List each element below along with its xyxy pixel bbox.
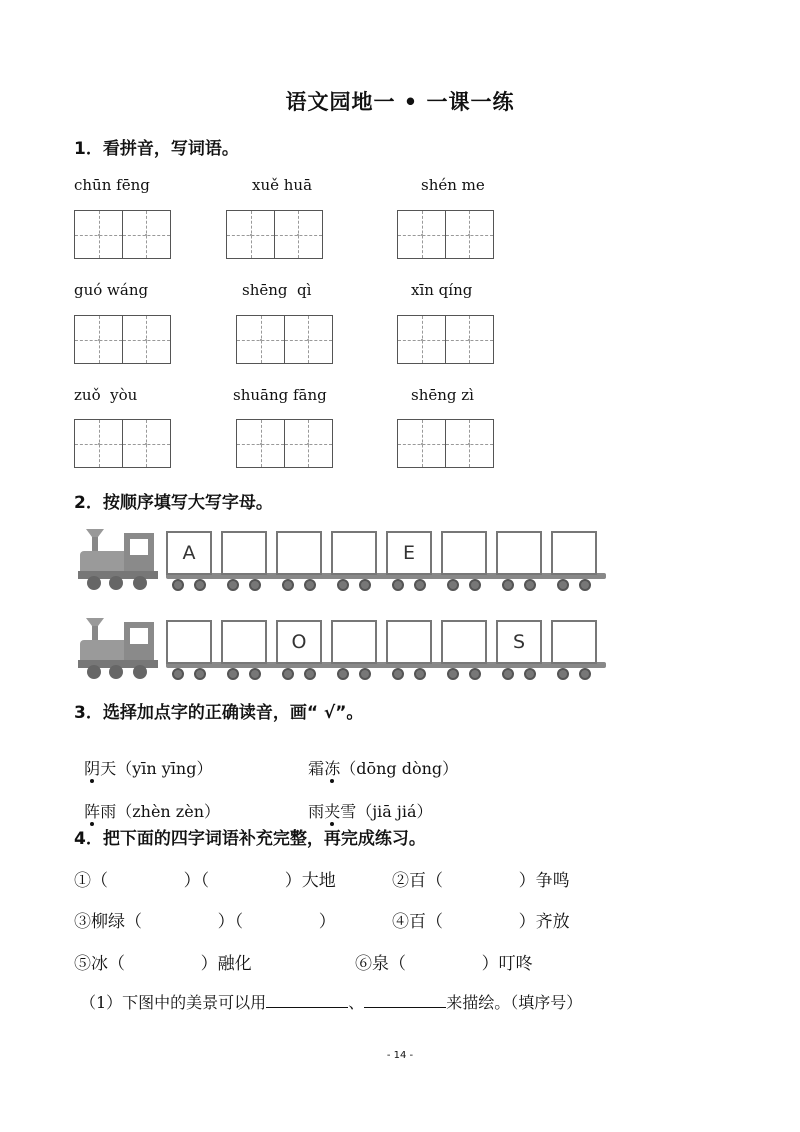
writing-grid[interactable] [74,419,169,468]
pinyin-row-1 [0,176,800,200]
pinyin-label: shén me [421,176,485,194]
letter-car[interactable] [221,531,267,575]
idiom-fill-5[interactable]: ⑤冰（ ）融化 [74,954,252,974]
writing-grid[interactable] [74,315,169,364]
wheel-icon [524,668,536,680]
dotted-char: 冻 [324,759,341,778]
wheel-icon [447,579,459,591]
letter-car[interactable] [331,531,377,575]
pinyin-label: xuě huā [252,176,313,194]
wheel-icon [227,668,239,680]
letter-car[interactable] [166,620,212,664]
letter-car[interactable] [441,531,487,575]
pinyin-label: xīn qíng [411,281,473,299]
word-rest: 雪 [340,802,357,821]
writing-grid[interactable] [74,210,169,259]
word-rest: 雨 [100,802,117,821]
idiom-fill-1[interactable]: ①（ ）（ ）大地 [74,871,336,891]
wheel-icon [337,668,349,680]
pinyin-label: shuāng fāng [233,386,327,404]
wheel-icon [194,579,206,591]
wheel-icon [172,668,184,680]
wheel-icon [579,668,591,680]
pinyin-row-2 [0,281,800,305]
writing-grid[interactable] [236,419,331,468]
idiom-fill-2[interactable]: ②百（ ）争鸣 [392,871,570,891]
q4-heading: 4．把下面的四字词语补充完整，再完成练习。 [74,829,426,849]
train-1 [78,525,618,593]
wheel-icon [227,579,239,591]
wheel-icon [557,668,569,680]
wheel-icon [524,579,536,591]
wheel-icon [557,579,569,591]
q3-heading: 3．选择加点字的正确读音，画“ √”。 [74,703,364,723]
wheel-icon [304,579,316,591]
writing-grid[interactable] [397,315,492,364]
letter-car[interactable]: E [386,531,432,575]
wheel-icon [502,579,514,591]
pinyin-options: （yīn yīng） [116,759,213,778]
pinyin-label: zuǒ yòu [74,386,138,404]
wheel-icon [194,668,206,680]
locomotive-icon [78,525,168,593]
letter-car[interactable] [386,620,432,664]
wheel-icon [249,668,261,680]
dotted-char: 夹 [324,802,341,821]
letter-car[interactable]: S [496,620,542,664]
answer-blank[interactable] [266,991,348,1008]
wheel-icon [282,579,294,591]
reading-choice[interactable] [74,780,220,822]
pinyin-label: guó wáng [74,281,149,299]
idiom-fill-3[interactable]: ③柳绿（ ）（ ） [74,912,336,932]
idiom-fill-6[interactable]: ⑥泉（ ）叮咚 [355,954,533,974]
q1-heading: 1．看拼音，写词语。 [74,139,239,159]
wheel-icon [304,668,316,680]
wheel-icon [249,579,261,591]
writing-grid[interactable] [397,419,492,468]
wheel-icon [447,668,459,680]
letter-car[interactable] [276,531,322,575]
wheel-icon [579,579,591,591]
wheel-icon [502,668,514,680]
pinyin-row-3 [0,386,800,410]
train-2 [78,614,618,682]
letter-car[interactable]: A [166,531,212,575]
wheel-icon [359,668,371,680]
pinyin-label: shēng zì [411,386,474,404]
word-prefix: 雨 [308,802,325,821]
locomotive-icon [78,614,168,682]
wheel-icon [337,579,349,591]
wheel-icon [414,579,426,591]
letter-car[interactable] [496,531,542,575]
letter-car[interactable] [551,531,597,575]
wheel-icon [392,579,404,591]
wheel-icon [414,668,426,680]
wheel-icon [469,579,481,591]
pinyin-options: （zhèn zèn） [116,802,221,821]
wheel-icon [359,579,371,591]
page-title: 语文园地一 • 一课一练 [285,90,515,114]
sub-question-suffix: 来描绘。（填序号） [446,993,583,1012]
pinyin-label: shēng qì [242,281,312,299]
letter-car[interactable] [221,620,267,664]
pinyin-label: chūn fēng [74,176,150,194]
q2-heading: 2．按顺序填写大写字母。 [74,493,273,513]
answer-blank[interactable] [364,991,446,1008]
letter-car[interactable]: O [276,620,322,664]
page-number: - 14 - [386,1050,414,1061]
letter-car[interactable] [441,620,487,664]
wheel-icon [392,668,404,680]
pinyin-options: （jiā jiá） [356,802,433,821]
sub-question-1 [80,990,582,1013]
writing-grid[interactable] [236,315,331,364]
wheel-icon [172,579,184,591]
dotted-char: 阵 [84,802,101,821]
reading-choice[interactable] [298,737,458,779]
letter-car[interactable] [551,620,597,664]
pinyin-options: （dōng dòng） [340,759,459,778]
sub-question-prefix: （1）下图中的美景可以用 [80,993,267,1012]
reading-choice[interactable] [298,780,433,822]
letter-car[interactable] [331,620,377,664]
writing-grid[interactable] [397,210,492,259]
wheel-icon [282,668,294,680]
sub-question-sep: 、 [348,993,365,1012]
writing-grid[interactable] [226,210,321,259]
dotted-char: 阴 [84,759,101,778]
reading-choice[interactable] [74,737,212,779]
word-prefix: 霜 [308,759,325,778]
idiom-fill-4[interactable]: ④百（ ）齐放 [392,912,570,932]
wheel-icon [469,668,481,680]
word-rest: 天 [100,759,117,778]
